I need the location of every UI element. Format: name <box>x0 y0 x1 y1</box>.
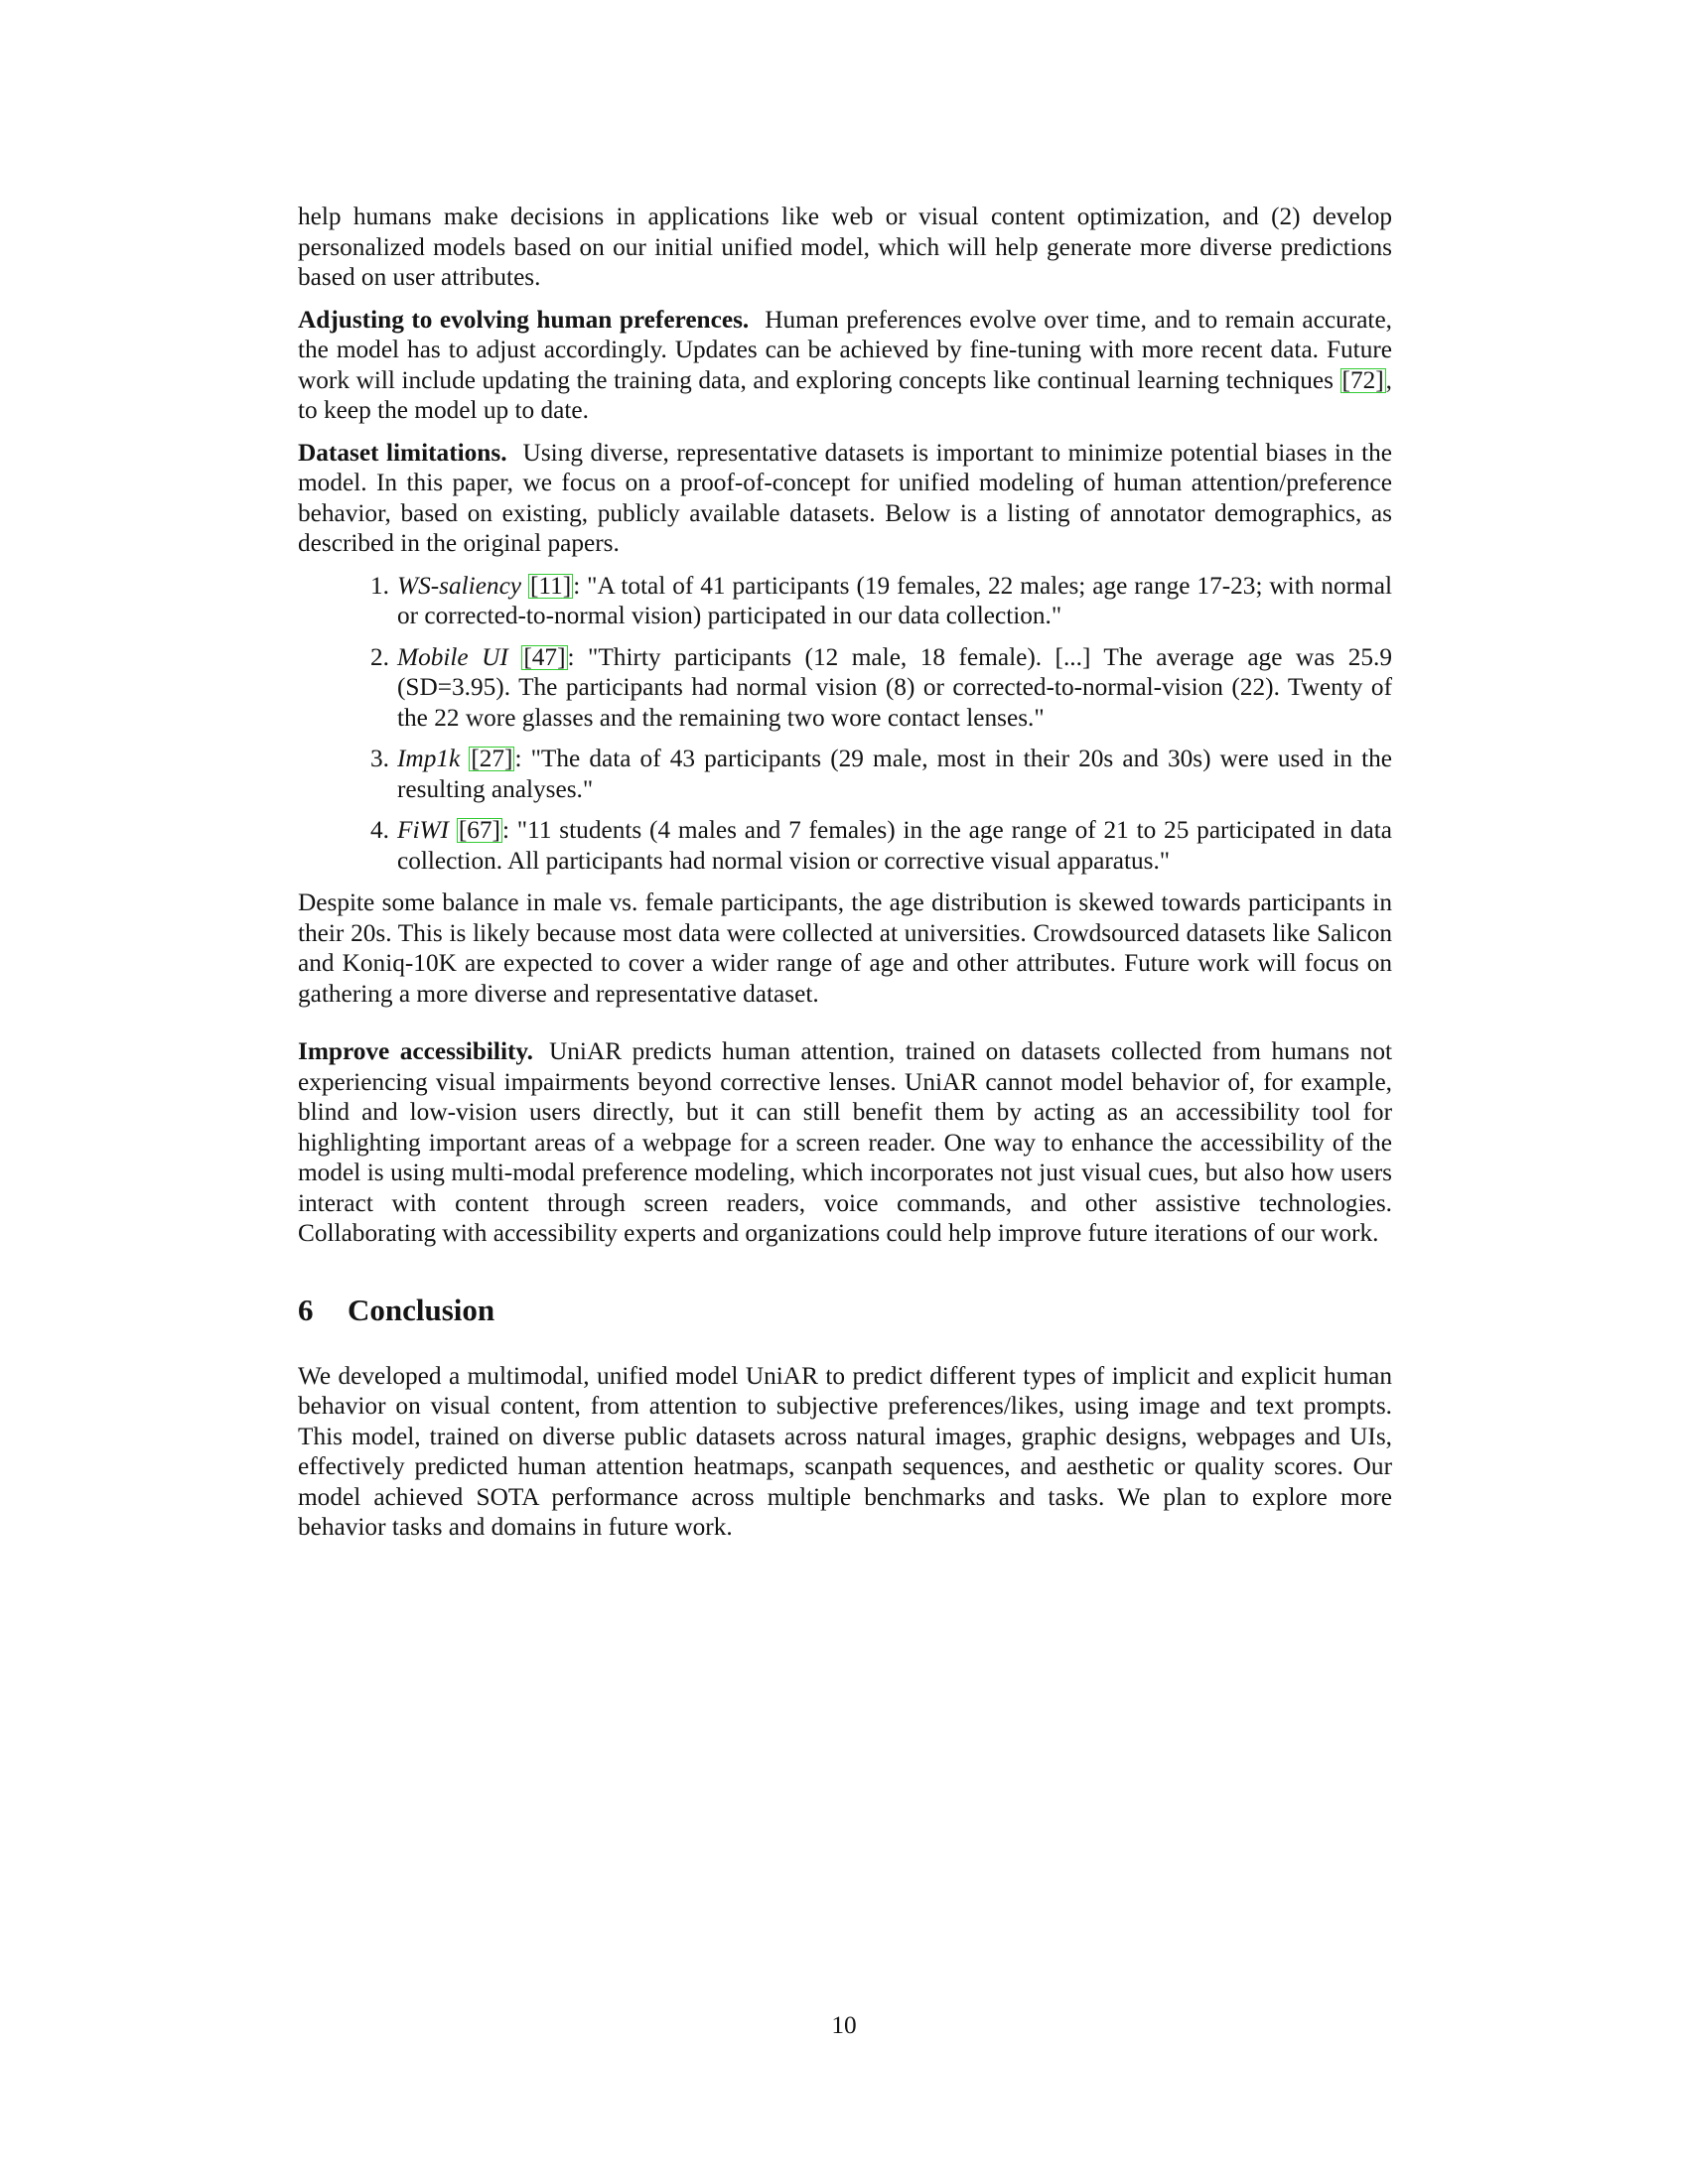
dataset-text: Using diverse, representative datasets is important to minimize potential biases in the model. In this paper, we focus on a proof-of-concept for unified modeling of human attention/preference behavior, based on existing, publicly available datasets. Below is a listing of annotator demographics, as described in the original papers. <box>298 438 1392 557</box>
citation-link[interactable]: [27] <box>471 745 513 772</box>
list-item <box>298 642 1392 734</box>
citation-link[interactable]: [67] <box>458 816 500 844</box>
list-number: 1. <box>370 571 389 600</box>
list-item <box>298 815 1392 876</box>
section-heading <box>298 1293 1392 1328</box>
dataset-name: Imp1k <box>397 745 461 772</box>
citation-link[interactable]: [11] <box>529 571 572 600</box>
adjusting-paragraph <box>298 305 1392 426</box>
intro-paragraph: help humans make decisions in applications like web or visual content optimization, and (2) develop personalized models based on our initial unified model, which will help generate more diverse predictions based on user attributes. <box>298 203 1392 291</box>
adjusting-heading: Adjusting to evolving human preferences. <box>298 305 750 334</box>
page-number: 10 <box>831 2011 857 2039</box>
demographics-list <box>298 571 1392 877</box>
dataset-closing-paragraph: Despite some balance in male vs. female participants, the age distribution is skewed towards participants in their 20s. This is likely because most data were collected at universities. Crowdsourced datasets like Salicon and Koniq-10K are expected to cover a wider range of age and other attributes. Future work will focus on gathering a more diverse and representative dataset. <box>298 888 1392 1008</box>
list-item-text: : "A total of 41 participants (19 females, 22 males; age range 17-23; with normal or corrected-to-normal vision) participated in our data collection." <box>397 571 1392 629</box>
adjusting-text-end: , to keep the model up to date. <box>298 365 1392 424</box>
citation-link[interactable]: [47] <box>523 642 566 671</box>
conclusion-paragraph: We developed a multimodal, unified model UniAR to predict different types of implicit and explicit human behavior on visual content, from attention to subjective preferences/likes, using image and text prompts. This model, trained on diverse public datasets across natural images, graphic designs, webpages and UIs, effectively predicted human attention heatmaps, scanpath sequences, and aesthetic or quality scores. Our model achieved SOTA performance across multiple benchmarks and tasks. We plan to explore more behavior tasks and domains in future work. <box>298 1361 1392 1541</box>
list-item <box>298 571 1392 631</box>
section-number: 6 <box>298 1292 314 1327</box>
list-number: 2. <box>370 642 389 671</box>
accessibility-heading: Improve accessibility. <box>298 1037 533 1065</box>
section-title: Conclusion <box>348 1292 495 1327</box>
list-number: 4. <box>370 816 389 844</box>
dataset-heading: Dataset limitations. <box>298 438 507 467</box>
list-item-text: : "Thirty participants (12 male, 18 female). [...] The average age was 25.9 (SD=3.95). The participants had normal vision (8) or corrected-to-normal-vision (22). Twenty of the 22 wore glasses and the remaining two wore contact lenses." <box>397 642 1393 732</box>
paper-body <box>298 202 1392 1543</box>
list-number: 3. <box>370 745 389 772</box>
list-item-text: : "The data of 43 participants (29 male, most in their 20s and 30s) were used in the resulting analyses." <box>397 745 1392 803</box>
adjusting-text: Human preferences evolve over time, and to remain accurate, the model has to adjust accordingly. Updates can be achieved by fine-tuning with more recent data. Future work will include updating the training data, and exploring concepts like continual learning techniques <box>298 305 1392 394</box>
list-item-text: : "11 students (4 males and 7 females) in the age range of 21 to 25 participated in data collection. All participants had normal vision or corrective visual apparatus." <box>397 816 1393 875</box>
accessibility-text: UniAR predicts human attention, trained on datasets collected from humans not experiencing visual impairments beyond corrective lenses. UniAR cannot model behavior of, for example, blind and low-vision users directly, but it can still benefit them by acting as an accessibility tool for highlighting important areas of a webpage for a screen reader. One way to enhance the accessibility of the model is using multi-modal preference modeling, which incorporates not just visual cues, but also how users interact with content through screen readers, voice commands, and other assistive technologies. Collaborating with accessibility experts and organizations could help improve future iterations of our work. <box>298 1037 1392 1247</box>
dataset-paragraph <box>298 438 1392 559</box>
list-item <box>298 744 1392 804</box>
accessibility-paragraph <box>298 1036 1392 1249</box>
citation-link[interactable]: [72] <box>1341 365 1384 394</box>
dataset-name: FiWI <box>397 816 449 844</box>
dataset-name: WS-saliency <box>397 571 522 600</box>
dataset-name: Mobile UI <box>397 642 508 671</box>
